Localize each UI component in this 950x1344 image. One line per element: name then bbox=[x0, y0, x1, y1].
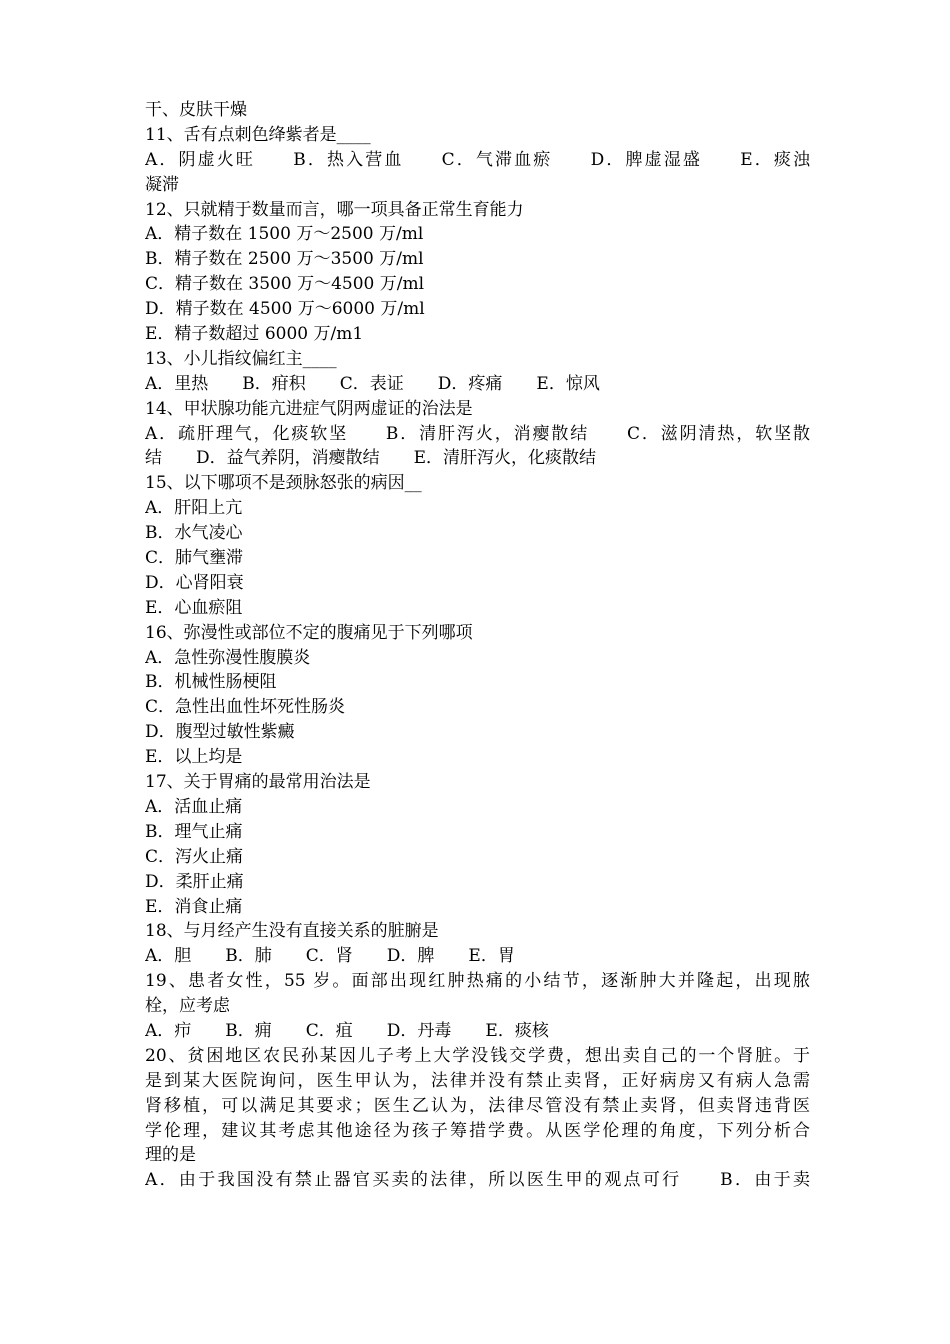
question-12-option-c: C．精子数在 3500 万～4500 万/ml bbox=[145, 274, 425, 295]
question-14-stem: 14、甲状腺功能亢进症气阴两虚证的治法是 bbox=[145, 398, 473, 419]
question-16-option-d: D．腹型过敏性紫癜 bbox=[145, 722, 295, 743]
question-11-options-cont: 凝滞 bbox=[145, 174, 179, 195]
question-15-option-e: E．心血瘀阻 bbox=[145, 597, 243, 618]
question-20-options: A．由于我国没有禁止器官买卖的法律，所以医生甲的观点可行 B．由于卖 bbox=[145, 1170, 810, 1191]
question-15-option-a: A．肝阳上亢 bbox=[145, 498, 243, 519]
question-20-stem-cont: 是到某大医院询问，医生甲认为，法律并没有禁止卖肾，正好病房又有病人急需 bbox=[145, 1070, 810, 1091]
question-17-option-e: E．消食止痛 bbox=[145, 896, 243, 917]
question-11-options: A．阴虚火旺 B．热入营血 C．气滞血瘀 D．脾虚湿盛 E．痰浊 bbox=[145, 149, 810, 170]
question-15-stem: 15、以下哪项不是颈脉怒张的病因__ bbox=[145, 473, 422, 494]
question-19-options: A．疖 B．痈 C．疽 D．丹毒 E．痰核 bbox=[145, 1020, 549, 1041]
question-16-option-b: B．机械性肠梗阻 bbox=[145, 672, 277, 693]
question-14-options: A．疏肝理气，化痰软坚 B．清肝泻火，消瘿散结 C．滋阴清热，软坚散 bbox=[145, 423, 810, 444]
question-14-options-cont: 结 D．益气养阴，消瘿散结 E．清肝泻火，化痰散结 bbox=[145, 448, 597, 469]
question-17-option-d: D．柔肝止痛 bbox=[145, 871, 244, 892]
question-17-option-b: B．理气止痛 bbox=[145, 821, 243, 842]
question-20-stem: 20、贫困地区农民孙某因儿子考上大学没钱交学费，想出卖自己的一个肾脏。于 bbox=[145, 1045, 810, 1066]
question-20-stem-cont: 肾移植，可以满足其要求；医生乙认为，法律尽管没有禁止卖肾，但卖肾违背医 bbox=[145, 1095, 810, 1116]
question-16-option-e: E．以上均是 bbox=[145, 747, 243, 768]
document-page bbox=[145, 98, 810, 1193]
question-12-option-e: E．精子数超过 6000 万/m1 bbox=[145, 324, 364, 345]
question-17-stem: 17、关于胃痛的最常用治法是 bbox=[145, 772, 371, 793]
question-17-option-c: C．泻火止痛 bbox=[145, 846, 244, 867]
question-12-option-b: B．精子数在 2500 万～3500 万/ml bbox=[145, 249, 424, 270]
question-12-stem: 12、只就精于数量而言，哪一项具备正常生育能力 bbox=[145, 199, 524, 220]
question-19-stem: 19、患者女性，55 岁。面部出现红肿热痛的小结节，逐渐肿大并隆起，出现脓 bbox=[145, 971, 810, 992]
question-15-option-d: D．心肾阳衰 bbox=[145, 572, 244, 593]
question-12-option-d: D．精子数在 4500 万～6000 万/ml bbox=[145, 299, 425, 320]
question-16-option-c: C．急性出血性坏死性肠炎 bbox=[145, 697, 346, 718]
question-16-option-a: A．急性弥漫性腹膜炎 bbox=[145, 647, 311, 668]
question-18-stem: 18、与月经产生没有直接关系的脏腑是 bbox=[145, 921, 439, 942]
question-17-option-a: A．活血止痛 bbox=[145, 796, 243, 817]
question-20-stem-cont: 理的是 bbox=[145, 1145, 196, 1166]
question-18-options: A．胆 B．肺 C．肾 D．脾 E．胃 bbox=[145, 946, 515, 967]
question-13-options: A．里热 B．疳积 C．表证 D．疼痛 E．惊风 bbox=[145, 373, 600, 394]
question-12-option-a: A．精子数在 1500 万～2500 万/ml bbox=[145, 224, 424, 245]
question-15-option-c: C．肺气壅滞 bbox=[145, 548, 244, 569]
question-13-stem: 13、小儿指纹偏红主____ bbox=[145, 348, 337, 369]
question-19-stem-cont: 栓，应考虑 bbox=[145, 996, 230, 1017]
question-11-stem: 11、舌有点刺色绛紫者是____ bbox=[145, 124, 371, 145]
question-16-stem: 16、弥漫性或部位不定的腹痛见于下列哪项 bbox=[145, 622, 473, 643]
text-line: 干、皮肤干燥 bbox=[145, 100, 247, 120]
question-20-stem-cont: 学伦理，建议其考虑其他途径为孩子筹措学费。从医学伦理的角度，下列分析合 bbox=[145, 1120, 810, 1141]
question-15-option-b: B．水气凌心 bbox=[145, 523, 243, 544]
